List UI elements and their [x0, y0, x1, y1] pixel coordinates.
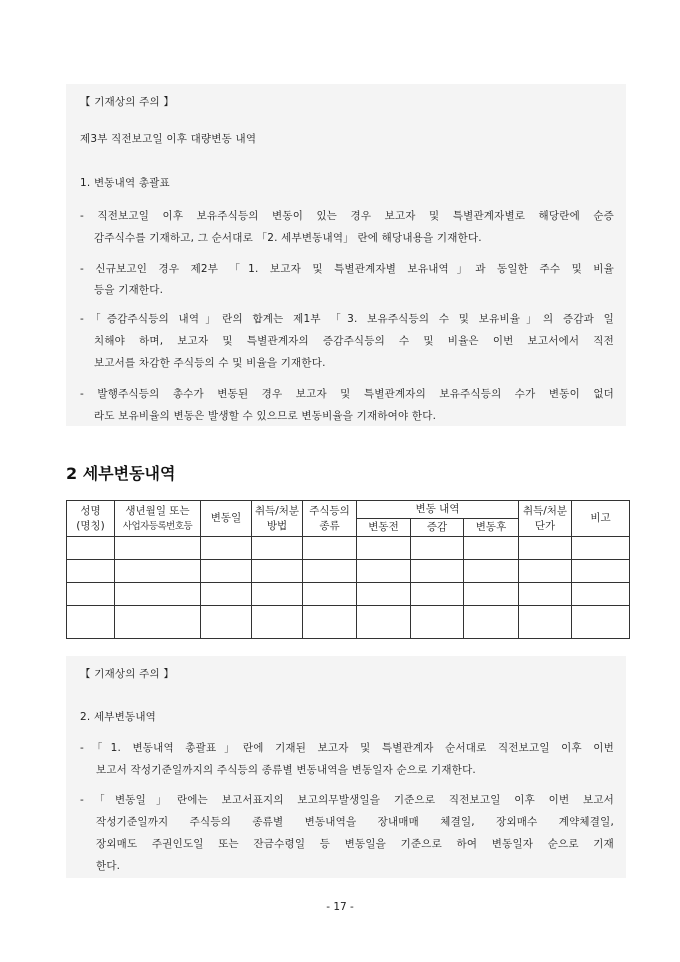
bullet-1-line-1: -「1. 변동내역 총괄표」란에 기재된 보고자 및 특별관계자 순서대로 직전보고일 이후 이번 [80, 742, 614, 754]
bullet-2-line-2: 등을 기재한다. [94, 284, 164, 296]
table-row [67, 606, 630, 639]
bullet-1-line-1: - 직전보고일 이후 보유주식등의 변동이 있는 경우 보고자 및 특별관계자별로 해당란에 순증 [80, 210, 614, 222]
bullet-2-line-1: - 신규보고인 경우 제2부 「1. 보고자 및 특별관계자별 보유내역」과 동일한 주수 및 비율 [80, 263, 614, 275]
header-method: 취득/처분 방법 [252, 501, 303, 537]
instruction-heading: 【 기재상의 주의 】 [80, 668, 175, 680]
bullet-1-line-2: 보고서 작성기준일까지의 주식등의 종류별 변동내역을 변동일자 순으로 기재한다. [96, 764, 476, 776]
table-row [67, 537, 630, 560]
bullet-1-line-2: 감주식수를 기재하고, 그 순서대로 「2. 세부변동내역」 란에 해당내용을 기재한다. [94, 232, 482, 244]
bullet-4-line-1: - 발행주식등의 총수가 변동된 경우 보고자 및 특별관계자의 보유주식등의 수가 변동이 없더 [80, 388, 614, 400]
part3-subtitle: 제3부 직전보고일 이후 대량변동 내역 [80, 133, 257, 145]
header-before: 변동전 [357, 519, 411, 537]
header-note: 비고 [572, 501, 630, 537]
instruction-box-2 [66, 656, 626, 878]
bullet-2-line-4: 한다. [96, 860, 121, 872]
header-delta: 증감 [411, 519, 464, 537]
bullet-2-line-2: 작성기준일까지 주식등의 종류별 변동내역을 장내매매 체결일, 장외매수 계약체결일, [96, 816, 614, 828]
page-number: - 17 - [326, 901, 354, 913]
header-date: 변동일 [201, 501, 252, 537]
bullet-3-line-3: 보고서를 차감한 주식등의 수 및 비율을 기재한다. [94, 357, 326, 369]
instruction-box-1 [66, 84, 626, 426]
bullet-4-line-2: 라도 보유비율의 변동은 발생할 수 있으므로 변동비율을 기재하여야 한다. [94, 410, 437, 422]
instruction-heading: 【 기재상의 주의 】 [80, 96, 175, 108]
bullet-3-line-2: 치해야 하며, 보고자 및 특별관계자의 증감주식등의 수 및 비율은 이번 보고서에서 직전 [94, 335, 614, 347]
table-row [67, 583, 630, 606]
item-title: 2. 세부변동내역 [80, 711, 157, 723]
table-row [67, 560, 630, 583]
header-kind: 주식등의 종류 [303, 501, 357, 537]
item-title: 1. 변동내역 총괄표 [80, 177, 170, 189]
bullet-2-line-3: 장외매도 주권인도일 또는 잔금수령일 등 변동일을 기준으로 하여 변동일자 순으로 기재 [96, 838, 614, 850]
header-name: 성명 (명칭) [67, 501, 115, 537]
header-price: 취득/처분 단가 [519, 501, 572, 537]
section-title: 2 세부변동내역 [66, 464, 176, 483]
header-birth: 생년월일 또는 사업자등록번호등 [115, 501, 201, 537]
header-change: 변동 내역 [357, 501, 519, 519]
bullet-2-line-1: -「변동일」란에는 보고서표지의 보고의무발생일을 기준으로 직전보고일 이후 이번 보고서 [80, 794, 614, 806]
bullet-3-line-1: -「증감주식등의 내역」란의 합계는 제1부 「3. 보유주식등의 수 및 보유비율」의 증감과 일 [80, 313, 614, 325]
header-after: 변동후 [464, 519, 519, 537]
detail-change-table [66, 500, 630, 639]
